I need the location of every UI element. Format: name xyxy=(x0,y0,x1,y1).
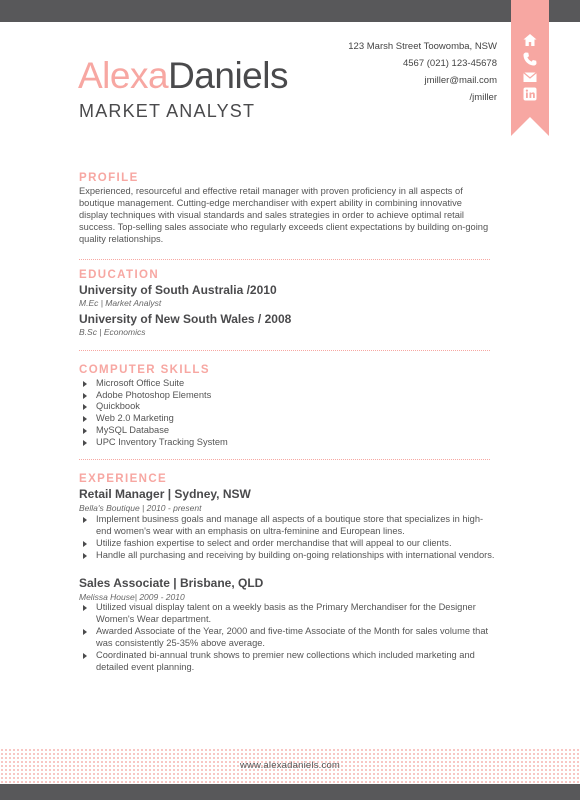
education-school: University of New South Wales / 2008 xyxy=(79,312,292,326)
skills-list xyxy=(81,378,228,448)
education-detail: B.Sc | Economics xyxy=(79,327,146,337)
skill-item: Adobe Photoshop Elements xyxy=(81,390,228,402)
contact-email: jmiller@mail.com xyxy=(424,75,497,86)
responsibility-item: Utilized visual display talent on a weekly basis as the Primary Merchandiser for the Designer Women's Wear department. xyxy=(81,602,495,626)
skill-item: Quickbook xyxy=(81,401,228,413)
mail-icon xyxy=(522,69,538,85)
profile-text: Experienced, resourceful and effective retail manager with proven proficiency in all aspects of boutique management. Cutting-edge merchandiser with expert ability in combining innovative display techniques with visual standards and sales strategies in order to achieve optimal retail success. Top-selling sales associate who regularly exceeds client expectations by building on-going quality relationships. xyxy=(79,186,489,244)
responsibility-item: Utilize fashion expertise to select and order merchandise that will appeal to our clients. xyxy=(81,538,495,550)
responsibility-item: Awarded Associate of the Year, 2000 and five-time Associate of the Month for sales volume that was consistently 25-35% above average. xyxy=(81,626,495,650)
job-title: MARKET ANALYST xyxy=(79,101,256,121)
job-responsibilities xyxy=(81,514,495,562)
first-name: Alexa xyxy=(78,55,169,96)
job-company: Bella's Boutique | 2010 - present xyxy=(79,503,202,513)
responsibility-item: Implement business goals and manage all aspects of a boutique store that specializes in high-end women's wear with an emphasis on ultra-feminine and European lines. xyxy=(81,514,495,538)
home-icon xyxy=(522,32,538,48)
section-divider xyxy=(79,459,490,460)
skill-item: Web 2.0 Marketing xyxy=(81,413,228,425)
top-bar xyxy=(0,0,580,22)
bottom-bar xyxy=(0,784,580,800)
contact-linkedin: /jmiller xyxy=(469,92,497,103)
profile-heading: PROFILE xyxy=(79,172,139,184)
education-heading: EDUCATION xyxy=(79,269,160,281)
candidate-name xyxy=(78,54,288,98)
skill-item: MySQL Database xyxy=(81,425,228,437)
contact-address: 123 Marsh Street Toowomba, NSW xyxy=(348,41,497,52)
contact-ribbon xyxy=(511,0,549,136)
section-divider xyxy=(79,259,490,260)
responsibility-item: Coordinated bi-annual trunk shows to premier new collections which included marketing and detailed event planning. xyxy=(81,650,495,674)
job-position: Retail Manager | Sydney, NSW xyxy=(79,487,251,501)
skill-item: UPC Inventory Tracking System xyxy=(81,437,228,449)
experience-heading: EXPERIENCE xyxy=(79,473,168,485)
contact-block xyxy=(348,38,497,106)
skill-item: Microsoft Office Suite xyxy=(81,378,228,390)
responsibility-item: Handle all purchasing and receiving by building on-going relationships with international vendors. xyxy=(81,550,495,562)
job-company: Melissa House| 2009 - 2010 xyxy=(79,592,185,602)
linkedin-icon xyxy=(522,86,538,102)
education-school: University of South Australia /2010 xyxy=(79,283,277,297)
education-detail: M.Ec | Market Analyst xyxy=(79,298,162,308)
job-position: Sales Associate | Brisbane, QLD xyxy=(79,576,264,590)
job-responsibilities xyxy=(81,602,495,673)
section-divider xyxy=(79,350,490,351)
contact-phone: 4567 (021) 123-45678 xyxy=(402,58,497,69)
skills-heading: COMPUTER SKILLS xyxy=(79,364,210,376)
last-name: Daniels xyxy=(168,55,288,96)
footer-website: www.alexadaniels.com xyxy=(239,760,341,771)
phone-icon xyxy=(522,51,538,67)
